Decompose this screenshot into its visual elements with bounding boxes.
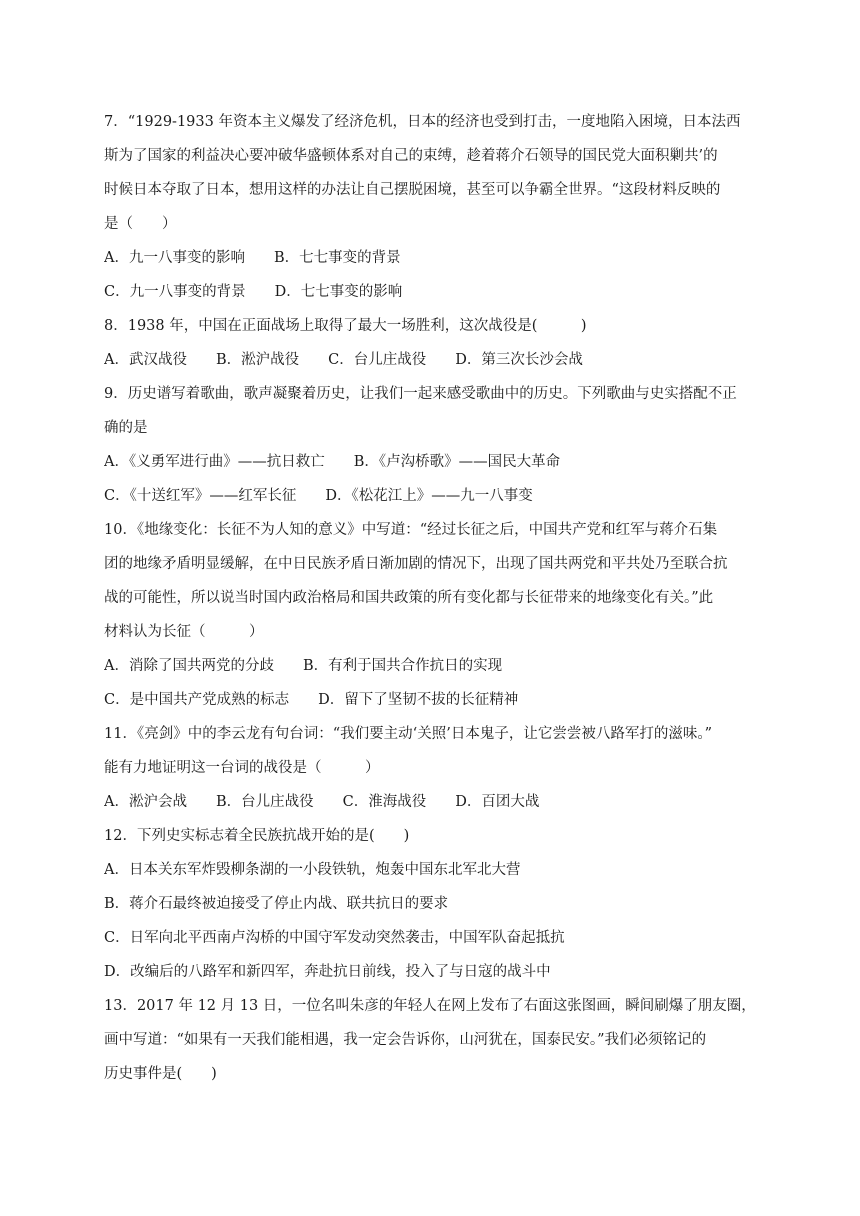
q7-stem-line-1: 7．“1929-1933 年资本主义爆发了经济危机，日本的经济也受到打击，一度地陷入困境，日本法西 [104,114,741,130]
q7-stem-line-4: 是（ ） [104,216,177,232]
q8-options: A．武汉战役 B．淞沪战役 C．台儿庄战役 D．第三次长沙会战 [104,352,583,368]
q10-options-cd: C．是中国共产党成熟的标志 D．留下了坚韧不拔的长征精神 [104,692,519,708]
q11-stem-line-2: 能有力地证明这一台词的战役是（ ） [104,760,380,776]
q7-stem-line-3: 时候日本夺取了日本，想用这样的办法让自己摆脱困境，甚至可以争霸全世界。“这段材料反映的 [104,182,721,198]
q13-stem-line-2: 画中写道：“如果有一天我们能相遇，我一定会告诉你，山河犹在，国泰民安。”我们必须铭记的 [104,1032,707,1048]
q11-stem-line-1: 11．《亮剑》中的李云龙有句台词：“我们要主动‘关照’日本鬼子，让它尝尝被八路军打的滋味。” [104,726,712,742]
q10-stem-line-2: 团的地缘矛盾明显缓解，在中日民族矛盾日渐加剧的情况下，出现了国共两党和平共处乃至联合抗 [104,556,728,572]
q10-stem-line-1: 10．《地缘变化：长征不为人知的意义》中写道：“经过长征之后，中国共产党和红军与蒋介石集 [104,522,718,538]
q7-options-cd: C．九一八事变的背景 D．七七事变的影响 [104,284,403,300]
q12-option-c: C．日军向北平西南卢沟桥的中国守军发动突然袭击，中国军队奋起抵抗 [104,930,565,946]
q12-option-d: D．改编后的八路军和新四军，奔赴抗日前线，投入了与日寇的战斗中 [104,964,551,980]
q10-options-ab: A．消除了国共两党的分歧 B．有利于国共合作抗日的实现 [104,658,503,674]
q8-stem: 8．1938 年，中国在正面战场上取得了最大一场胜利，这次战役是( ) [104,318,587,334]
q9-options-ab: A．《义勇军进行曲》——抗日救亡 B．《卢沟桥歌》——国民大革命 [104,454,561,470]
q12-option-b: B．蒋介石最终被迫接受了停止内战、联共抗日的要求 [104,896,449,912]
q7-options-ab: A．九一八事变的影响 B．七七事变的背景 [104,250,401,266]
q10-stem-line-3: 战的可能性，所以说当时国内政治格局和国共政策的所有变化都与长征带来的地缘变化有关。”此 [104,590,714,606]
q9-stem-line-2: 确的是 [104,420,148,436]
q9-stem-line-1: 9．历史谱写着歌曲，歌声凝聚着历史，让我们一起来感受歌曲中的历史。下列歌曲与史实搭配不正 [104,386,737,402]
q13-stem-line-1: 13．2017 年 12 月 13 日，一位名叫朱彦的年轻人在网上发布了右面这张图画，瞬间刷爆了朋友圈， [104,998,756,1014]
q12-stem: 12．下列史实标志着全民族抗战开始的是( ) [104,828,410,844]
q7-stem-line-2: 斯为了国家的利益决心要冲破华盛顿体系对自己的束缚，趁着蒋介石领导的国民党大面积剿共’的 [104,148,718,164]
q9-options-cd: C．《十送红军》——红军长征 D．《松花江上》——九一八事变 [104,488,533,504]
q10-stem-line-4: 材料认为长征（ ） [104,624,264,640]
q12-option-a: A．日本关东军炸毁柳条湖的一小段铁轨，炮轰中国东北军北大营 [104,862,521,878]
q13-stem-line-3: 历史事件是( ) [104,1066,217,1082]
q11-options: A．淞沪会战 B．台儿庄战役 C．淮海战役 D．百团大战 [104,794,540,810]
